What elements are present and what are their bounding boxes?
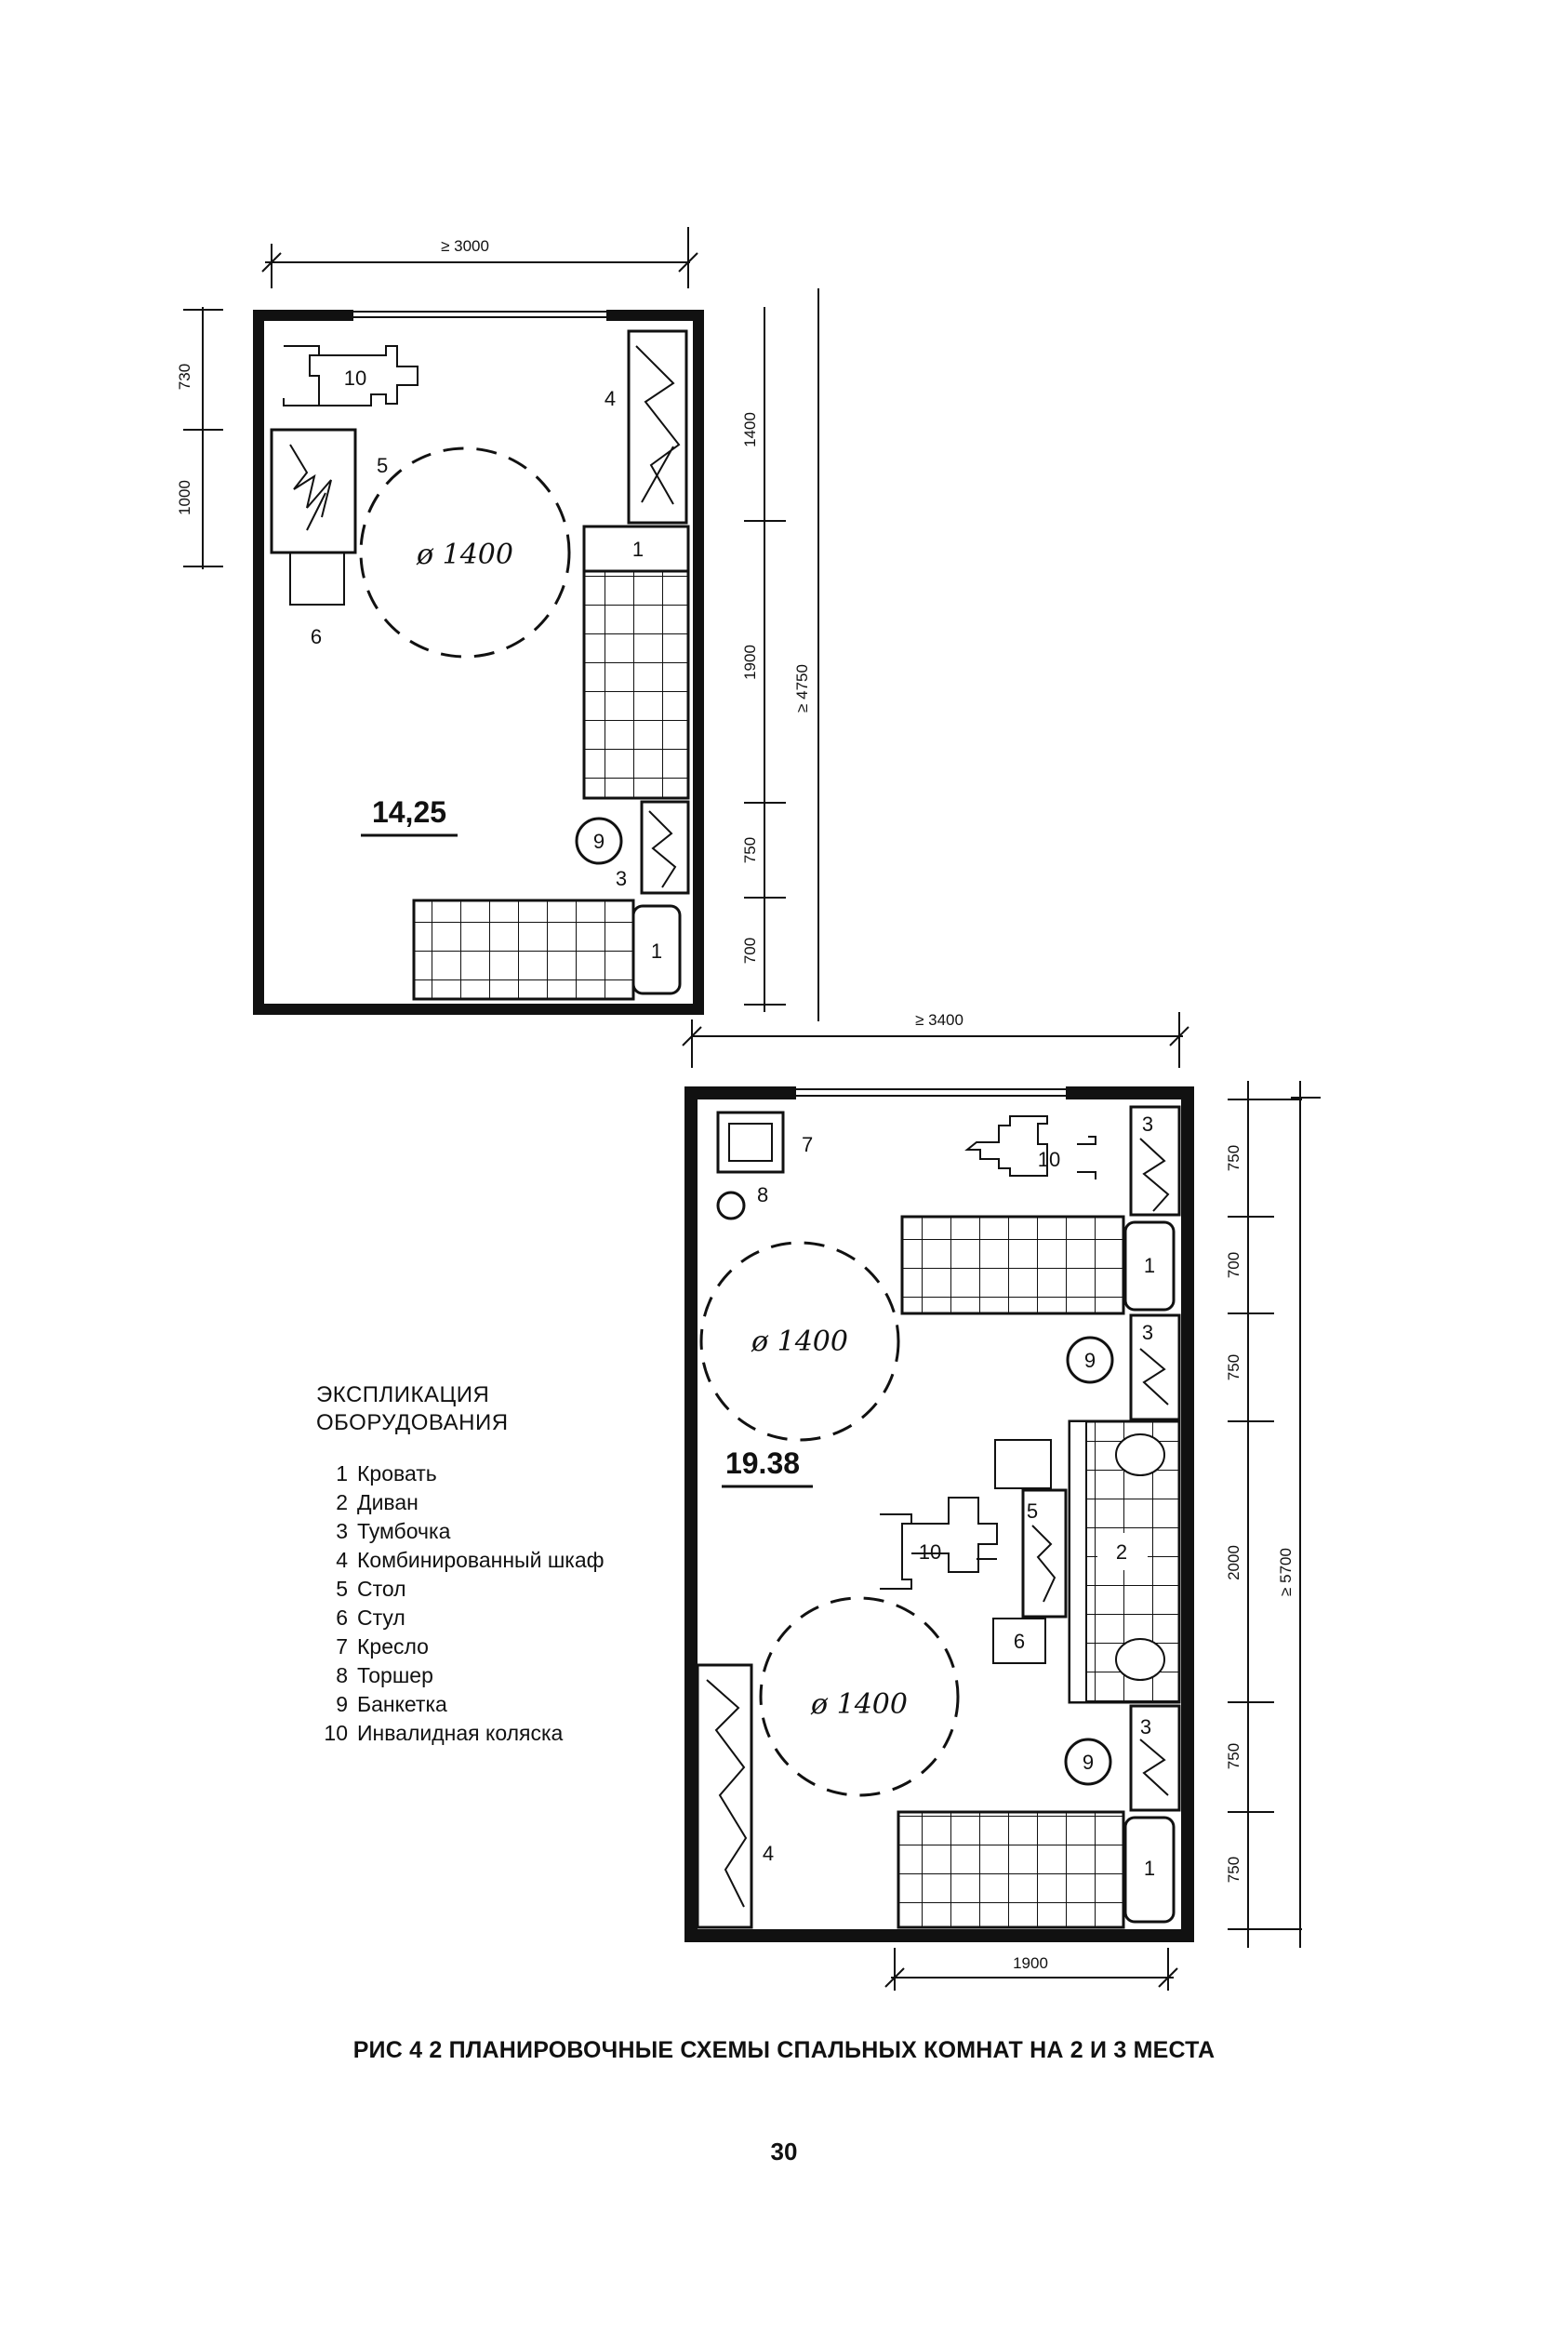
- legend-item-text: Стул: [357, 1606, 405, 1630]
- legend-item-text: Инвалидная коляска: [357, 1721, 564, 1745]
- plan-b-table-chair-top: [995, 1440, 1051, 1488]
- plan-b-label-wheelchair-mid: 10: [918, 1540, 942, 1564]
- plan-b-nightstand-mid: [1131, 1315, 1179, 1419]
- legend-item: [316, 1488, 632, 1517]
- plan-a: [176, 227, 818, 1021]
- plan-b-label-floor-lamp: 8: [757, 1183, 769, 1206]
- plan-b-total-dim: ≥ 5700: [1277, 1548, 1295, 1596]
- plan-a-label-table: 5: [377, 454, 389, 477]
- plan-b-label-nightstand-mid: 3: [1141, 1321, 1154, 1344]
- plan-b-diameter-top: ø 1400: [751, 1326, 848, 1358]
- plan-b-window: [796, 1089, 1066, 1096]
- plan-a-dim-730: 730: [176, 363, 193, 391]
- plan-b-armchair-seat: [729, 1124, 772, 1161]
- plan-b-label-chair: 6: [1013, 1630, 1026, 1653]
- legend-item-text: Торшер: [357, 1663, 433, 1687]
- legend: [316, 1381, 632, 1748]
- plan-b-area: 19.38: [724, 1446, 801, 1480]
- legend-item: [316, 1459, 632, 1488]
- legend-item: [316, 1661, 632, 1690]
- legend-item-number: 8: [336, 1663, 348, 1687]
- plan-b-bed-bottom: [898, 1812, 1123, 1927]
- plan-b-label-wheelchair-top: 10: [1037, 1148, 1061, 1171]
- legend-item-text: Тумбочка: [357, 1519, 451, 1543]
- plan-a-bed: [584, 571, 688, 798]
- plan-b-right-dimension: [1228, 1081, 1321, 1948]
- plan-b-sofa-cushion-bottom: [1116, 1639, 1164, 1680]
- legend-item-number: 6: [336, 1606, 348, 1630]
- legend-item-number: 9: [336, 1692, 348, 1716]
- plan-b-label-bed-top: 1: [1143, 1254, 1156, 1277]
- legend-item-number: 5: [336, 1577, 348, 1601]
- plan-b-dim-750-3: 750: [1225, 1742, 1242, 1770]
- plan-b-label-armchair: 7: [802, 1133, 814, 1156]
- plan-a-label-bed-2: 1: [650, 939, 663, 963]
- plan-a-dim-1900: 1900: [741, 645, 759, 680]
- legend-item-text: Банкетка: [357, 1692, 447, 1716]
- legend-item-text: Комбинированный шкаф: [357, 1548, 605, 1572]
- plan-b-sofa-back: [1070, 1421, 1086, 1702]
- page-number: 30: [770, 2138, 798, 2165]
- plan-b-nightstand-top-hatch: [1140, 1139, 1168, 1211]
- plan-b-wardrobe-hatch: [707, 1680, 746, 1907]
- plan-b-dim-750-4: 750: [1225, 1856, 1242, 1884]
- plan-b-dim-750-2: 750: [1225, 1353, 1242, 1381]
- plan-a-bed-2: [414, 900, 633, 999]
- legend-item: [316, 1546, 632, 1575]
- legend-item-text: Диван: [357, 1490, 419, 1514]
- plan-a-area: 14,25: [371, 795, 447, 829]
- plan-b-label-bench-top: 9: [1083, 1349, 1096, 1372]
- plan-b-bed-top: [902, 1217, 1123, 1313]
- legend-item: [316, 1604, 632, 1632]
- legend-item: [316, 1719, 632, 1748]
- plan-a-chair: [290, 553, 344, 605]
- legend-item-number: 10: [324, 1721, 348, 1745]
- plan-a-label-wheelchair: 10: [343, 366, 367, 390]
- plan-b-table-hatch: [1032, 1526, 1055, 1602]
- plan-a-nightstand: [642, 802, 688, 893]
- plan-b-bottom-label: 1900: [1013, 1954, 1048, 1972]
- legend-item: [316, 1517, 632, 1546]
- plan-a-label-wardrobe: 4: [604, 387, 617, 410]
- plan-b-label-bench-bottom: 9: [1082, 1751, 1095, 1774]
- plan-b-label-bed-bottom: 1: [1143, 1857, 1156, 1880]
- legend-title: ЭКСПЛИКАЦИЯ ОБОРУДОВАНИЯ: [316, 1382, 509, 1435]
- plan-a-wardrobe-hatch: [636, 346, 679, 504]
- legend-item-number: 7: [336, 1634, 348, 1659]
- plan-b-dim-700: 700: [1225, 1251, 1242, 1279]
- plan-a-total-dim: ≥ 4750: [793, 664, 811, 713]
- plan-b-width-label: ≥ 3400: [915, 1011, 963, 1029]
- legend-item: [316, 1632, 632, 1661]
- plan-b-nightstand-top: [1131, 1107, 1179, 1215]
- plan-b: [683, 1011, 1321, 1991]
- plan-a-label-chair: 6: [310, 625, 323, 648]
- plan-a-label-bench: 9: [592, 830, 605, 853]
- plan-a-diameter-label: ø 1400: [417, 539, 513, 571]
- plan-b-floor-lamp: [718, 1192, 744, 1219]
- plan-a-dim-1400: 1400: [741, 412, 759, 447]
- plan-a-label-bed: 1: [631, 538, 644, 561]
- plan-a-table: [272, 430, 355, 553]
- plan-b-nightstand-bottom: [1131, 1706, 1179, 1810]
- plan-a-label-nightstand: 3: [615, 867, 628, 890]
- plan-b-diameter-bottom: ø 1400: [811, 1688, 908, 1721]
- plan-b-label-table: 5: [1026, 1499, 1039, 1523]
- plan-a-nightstand-hatch: [649, 811, 675, 887]
- legend-item-text: Кресло: [357, 1634, 429, 1659]
- plan-a-table-hatch: [290, 445, 331, 530]
- plan-b-sofa-cushion-top: [1116, 1434, 1164, 1475]
- plan-a-width-label: ≥ 3000: [441, 237, 489, 255]
- legend-item-text: Стол: [357, 1577, 406, 1601]
- plan-b-wardrobe: [698, 1665, 751, 1927]
- plan-b-label-nightstand-top: 3: [1141, 1113, 1154, 1136]
- legend-item-number: 4: [336, 1548, 348, 1572]
- legend-item: [316, 1575, 632, 1604]
- legend-item-number: 2: [336, 1490, 348, 1514]
- plan-b-label-wardrobe: 4: [762, 1842, 775, 1865]
- plan-a-width-dimension: [262, 227, 698, 288]
- plan-b-nightstand-mid-hatch: [1140, 1349, 1168, 1405]
- legend-item-number: 3: [336, 1519, 348, 1543]
- plan-a-dim-700: 700: [741, 937, 759, 965]
- plan-b-dim-750-1: 750: [1225, 1144, 1242, 1172]
- plan-b-nightstand-bottom-hatch: [1140, 1739, 1168, 1795]
- plan-a-dim-1000: 1000: [176, 480, 193, 515]
- plan-a-dim-750: 750: [741, 836, 759, 864]
- plan-a-wardrobe: [629, 331, 686, 523]
- plan-b-label-nightstand-bottom: 3: [1139, 1715, 1152, 1739]
- plan-a-left-dimension: [183, 307, 223, 569]
- plan-b-wheelchair-top: [967, 1116, 1096, 1179]
- figure-caption: РИС 4 2 ПЛАНИРОВОЧНЫЕ СХЕМЫ СПАЛЬНЫХ КОМНАТ НА 2 И 3 МЕСТА: [352, 2037, 1216, 2063]
- plan-b-armchair: [718, 1113, 783, 1172]
- plan-b-dim-2000: 2000: [1225, 1545, 1242, 1580]
- legend-item-number: 1: [336, 1461, 348, 1486]
- legend-list: [316, 1459, 632, 1748]
- plan-a-window: [353, 312, 606, 317]
- legend-item: [316, 1690, 632, 1719]
- legend-item-text: Кровать: [357, 1461, 437, 1486]
- plan-b-label-sofa: 2: [1115, 1540, 1128, 1564]
